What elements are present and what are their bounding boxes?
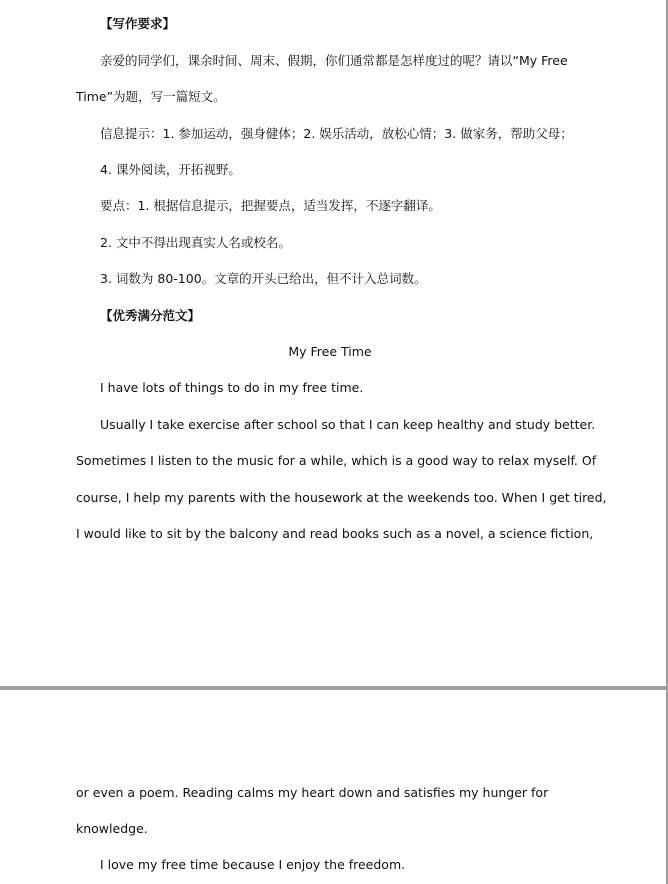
prompt-line-1: 亲爱的同学们，课余时间、周末、假期，你们通常都是怎样度过的呢？请以“My Free <box>100 53 568 68</box>
essay-paragraph-3: I love my free time because I enjoy the freedom. <box>100 857 406 872</box>
essay-paragraph-2-line-6: knowledge. <box>76 821 148 836</box>
heading-sample-essay: 【优秀满分范文】 <box>100 308 201 323</box>
essay-paragraph-2-line-4: I would like to sit by the balcony and read books such as a novel, a science fiction, <box>76 526 594 541</box>
point-2: 2. 文中不得出现真实人名或校名。 <box>100 235 291 250</box>
page-2 <box>0 690 668 884</box>
essay-title: My Free Time <box>288 344 372 359</box>
hints-line-1: 信息提示：1. 参加运动，强身健体；2. 娱乐活动，放松心情；3. 做家务，帮助父母； <box>100 126 573 141</box>
essay-paragraph-2-line-5: or even a poem. Reading calms my heart down and satisfies my hunger for <box>76 785 549 800</box>
heading-writing-requirements: 【写作要求】 <box>100 16 176 31</box>
point-3: 3. 词数为 80-100。文章的开头已给出，但不计入总词数。 <box>100 271 427 286</box>
essay-paragraph-1: I have lots of things to do in my free time. <box>100 380 364 395</box>
essay-paragraph-2-line-1: Usually I take exercise after school so that I can keep healthy and study better. <box>100 417 596 432</box>
point-1: 要点：1. 根据信息提示，把握要点，适当发挥，不逐字翻译。 <box>100 198 441 213</box>
prompt-line-2: Time”为题，写一篇短文。 <box>76 89 226 104</box>
hints-line-2: 4. 课外阅读，开拓视野。 <box>100 162 241 177</box>
essay-paragraph-2-line-3: course, I help my parents with the housework at the weekends too. When I get tired, <box>76 490 607 505</box>
essay-paragraph-2-line-2: Sometimes I listen to the music for a while, which is a good way to relax myself. Of <box>76 453 597 468</box>
